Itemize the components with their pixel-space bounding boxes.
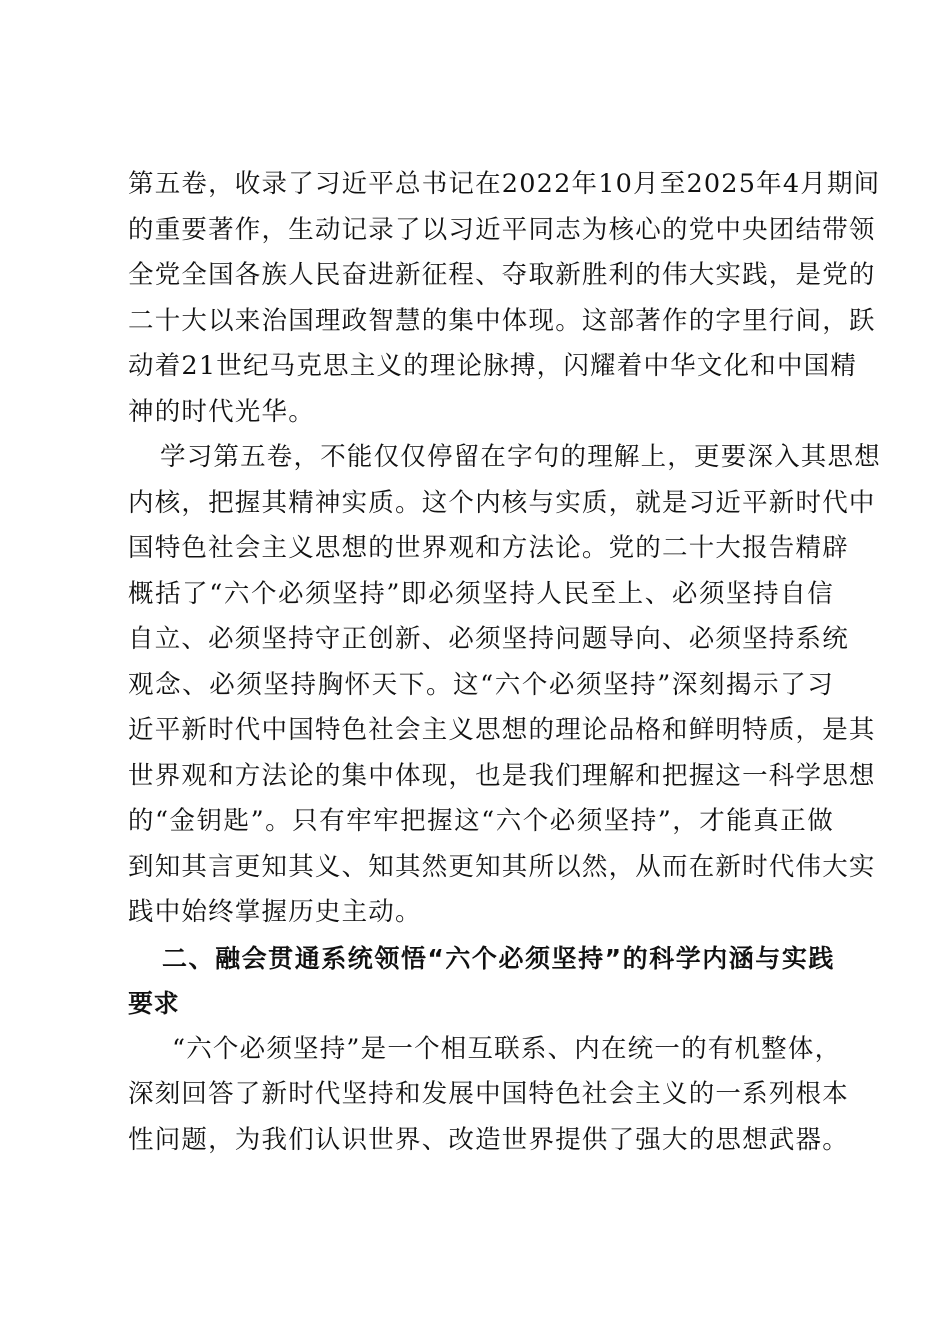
text-line: 概括了“六个必须坚持”即必须坚持人民至上、必须坚持自信 xyxy=(128,578,834,609)
text-line: 观念、必须坚持胸怀天下。这“六个必须坚持”深刻揭示了习 xyxy=(128,669,834,700)
text-line: 的“金钥匙”。只有牢牢把握这“六个必须坚持”，才能真正做 xyxy=(128,806,834,836)
paragraph-six-must-upholds xyxy=(128,1027,849,1164)
paragraph-study-volume-five xyxy=(128,435,881,936)
text-line: 全党全国各族人民奋进新征程、夺取新胜利的伟大实践，是党的 xyxy=(128,260,876,290)
heading-line: 二、融会贯通系统领悟“六个必须坚持”的科学内涵与实践 xyxy=(162,943,834,973)
text-line: 践中始终掌握历史主动。 xyxy=(128,897,422,927)
document-body xyxy=(128,162,881,1163)
text-line: 学习第五卷，不能仅仅停留在字句的理解上，更要深入其思想 xyxy=(160,442,881,472)
text-line: 动着21世纪马克思主义的理论脉搏，闪耀着中华文化和中国精 xyxy=(128,351,858,381)
text-line: 深刻回答了新时代坚持和发展中国特色社会主义的一系列根本 xyxy=(128,1079,849,1109)
text-line: 世界观和方法论的集中体现，也是我们理解和把握这一科学思想 xyxy=(128,760,876,791)
text-line: “六个必须坚持”是一个相互联系、内在统一的有机整体， xyxy=(172,1033,842,1064)
text-line: 近平新时代中国特色社会主义思想的理论品格和鲜明特质，是其 xyxy=(128,715,876,745)
text-line: 自立、必须坚持守正创新、必须坚持问题导向、必须坚持系统 xyxy=(128,624,849,654)
heading-line: 要求 xyxy=(128,989,180,1018)
paragraph-volume-five-intro xyxy=(128,162,881,435)
text-line: 内核，把握其精神实质。这个内核与实质，就是习近平新时代中 xyxy=(128,487,876,518)
text-line: 性问题，为我们认识世界、改造世界提供了强大的思想武器。 xyxy=(128,1124,849,1155)
text-line: 的重要著作，生动记录了以习近平同志为核心的党中央团结带领 xyxy=(128,214,876,245)
section-heading-two xyxy=(128,936,834,1027)
text-line: 神的时代光华。 xyxy=(128,396,315,427)
text-line: 到知其言更知其义、知其然更知其所以然，从而在新时代伟大实 xyxy=(128,851,876,882)
text-line: 第五卷，收录了习近平总书记在2022年10月至2025年4月期间 xyxy=(128,169,881,199)
text-line: 二十大以来治国理政智慧的集中体现。这部著作的字里行间，跃 xyxy=(128,305,876,336)
text-line: 国特色社会主义思想的世界观和方法论。党的二十大报告精辟 xyxy=(128,533,849,563)
